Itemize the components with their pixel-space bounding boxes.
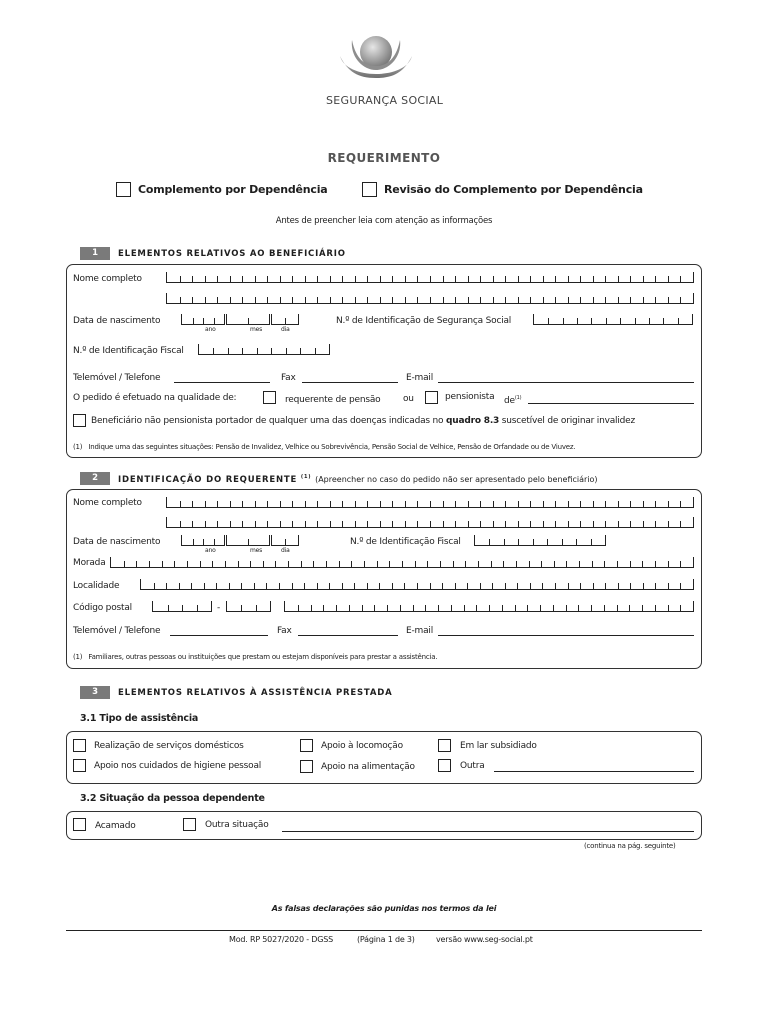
section-2-number: 2 <box>80 472 110 485</box>
acamado-label: Acamado <box>95 821 136 831</box>
modelo-text: Mod. RP 5027/2020 - DGSS <box>229 935 333 944</box>
req-nif-label: N.º de Identificação Fiscal <box>350 537 461 547</box>
nif-label: N.º de Identificação Fiscal <box>73 346 184 356</box>
outra-checkbox[interactable] <box>438 759 451 772</box>
pagina-text: (Página 1 de 3) <box>357 935 415 944</box>
niss-label: N.º de Identificação de Segurança Social <box>336 316 512 326</box>
logo-wordmark: SEGURANÇA SOCIAL <box>326 94 444 107</box>
outra-situacao-field[interactable] <box>282 831 694 832</box>
continua-text: (continua na pág. seguinte) <box>584 842 676 850</box>
section-1-footnote: (1) Indique uma das seguintes situações: Pensão de Invalidez, Velhice ou Sobrevivência, Pensão Social de Velhice, Pensão de Orfandade ou de Viuvez. <box>73 443 576 451</box>
req-nif-field[interactable] <box>474 535 606 546</box>
domesticos-label: Realização de serviços domésticos <box>94 741 244 751</box>
req-nome-field-2[interactable] <box>166 517 694 528</box>
beneficiario-checkbox[interactable] <box>73 414 86 427</box>
telemovel-field[interactable] <box>174 382 270 383</box>
fax-field[interactable] <box>302 382 398 383</box>
alimentacao-label: Apoio na alimentação <box>321 762 415 772</box>
localidade-label: Localidade <box>73 581 120 591</box>
req-ano-label: ano <box>205 547 216 554</box>
req-fax-label: Fax <box>277 626 292 636</box>
req-nome-label: Nome completo <box>73 498 142 508</box>
ano-label: ano <box>205 326 216 333</box>
pensionista-label: pensionista <box>445 392 495 402</box>
section-2-title: IDENTIFICAÇÃO DO REQUERENTE $^{(1)}$ (Apreencher no caso do pedido não ser apresentado pelo beneficiário) <box>118 474 598 485</box>
req-data-nascimento-label: Data de nascimento <box>73 537 161 547</box>
data-nasc-dia[interactable] <box>271 314 299 325</box>
email-label: E-mail <box>406 373 434 383</box>
morada-field[interactable] <box>110 557 694 568</box>
localidade-field[interactable] <box>140 579 694 590</box>
fax-label: Fax <box>281 373 296 383</box>
ou-label: ou <box>403 394 414 404</box>
form-title: REQUERIMENTO <box>327 151 441 165</box>
lar-subsidiado-label: Em lar subsidiado <box>460 741 537 751</box>
segurança-social-logo <box>336 30 416 90</box>
requerente-pensao-label: requerente de pensão <box>285 395 381 405</box>
codigo-postal-dash: - <box>217 603 221 613</box>
intro-text: Antes de preencher leia com atenção as informações <box>275 216 493 226</box>
locomocao-label: Apoio à locomoção <box>321 741 403 751</box>
email-field[interactable] <box>438 382 694 383</box>
telemovel-label: Telemóvel / Telefone <box>73 373 161 383</box>
codigo-postal-label: Código postal <box>73 603 132 613</box>
req-mes-label: mes <box>250 547 263 554</box>
section-3-number: 3 <box>80 686 110 699</box>
req-nome-field-1[interactable] <box>166 497 694 508</box>
nome-field-1[interactable] <box>166 272 694 283</box>
situacao-panel <box>66 811 702 840</box>
req-telemovel-label: Telemóvel / Telefone <box>73 626 161 636</box>
morada-label: Morada <box>73 558 106 568</box>
locomocao-checkbox[interactable] <box>300 739 313 752</box>
footer-divider <box>66 930 702 931</box>
req-data-nasc-dia[interactable] <box>271 535 299 546</box>
pensionista-checkbox[interactable] <box>425 391 438 404</box>
req-data-nasc-mes[interactable] <box>226 535 270 546</box>
data-nascimento-label: Data de nascimento <box>73 316 161 326</box>
section-1-title: ELEMENTOS RELATIVOS AO BENEFICIÁRIO <box>118 249 346 259</box>
codigo-postal-field-1[interactable] <box>152 601 212 612</box>
outra-label: Outra <box>460 761 485 771</box>
outra-field[interactable] <box>494 771 694 772</box>
outra-situacao-label: Outra situação <box>205 820 269 830</box>
de-label: $de^{(1)}$ <box>504 395 522 406</box>
section-3-title: ELEMENTOS RELATIVOS À ASSISTÊNCIA PRESTADA <box>118 688 393 698</box>
mes-label: mes <box>250 326 263 333</box>
higiene-label: Apoio nos cuidados de higiene pessoal <box>94 761 262 771</box>
data-nasc-mes[interactable] <box>226 314 270 325</box>
codigo-postal-field-2[interactable] <box>226 601 271 612</box>
falsas-declaracoes-text: As falsas declarações são punidas nos termos da lei <box>271 904 497 913</box>
tipo-assistencia-panel <box>66 731 702 784</box>
revisao-label: Revisão do Complemento por Dependência <box>384 183 643 196</box>
section-1-number: 1 <box>80 247 110 260</box>
section-2-footnote: (1) Familiares, outras pessoas ou instituições que prestam ou estejam disponíveis para prestar a assistência. <box>73 653 438 661</box>
codigo-postal-localidade-field[interactable] <box>284 601 694 612</box>
req-telemovel-field[interactable] <box>170 635 268 636</box>
revisao-checkbox[interactable] <box>362 182 377 197</box>
req-fax-field[interactable] <box>298 635 398 636</box>
situacao-heading: 3.2 Situação da pessoa dependente <box>80 793 265 804</box>
nome-field-2[interactable] <box>166 293 694 304</box>
versao-text: versão www.seg-social.pt <box>436 935 533 944</box>
domesticos-checkbox[interactable] <box>73 739 86 752</box>
higiene-checkbox[interactable] <box>73 759 86 772</box>
data-nasc-ano[interactable] <box>181 314 225 325</box>
lar-subsidiado-checkbox[interactable] <box>438 739 451 752</box>
beneficiario-label: Beneficiário não pensionista portador de qualquer uma das doenças indicadas no quadro 8.3 suscetível de originar invalidez <box>91 416 636 426</box>
pedido-label: O pedido é efetuado na qualidade de: <box>73 393 237 403</box>
req-data-nasc-ano[interactable] <box>181 535 225 546</box>
alimentacao-checkbox[interactable] <box>300 760 313 773</box>
niss-field[interactable] <box>533 314 693 325</box>
req-email-field[interactable] <box>438 635 694 636</box>
tipo-assistencia-heading: 3.1 Tipo de assistência <box>80 713 199 724</box>
req-email-label: E-mail <box>406 626 434 636</box>
acamado-checkbox[interactable] <box>73 818 86 831</box>
nome-label: Nome completo <box>73 274 142 284</box>
req-dia-label: dia <box>281 547 290 554</box>
dia-label: dia <box>281 326 290 333</box>
nif-field[interactable] <box>198 344 330 355</box>
outra-situacao-checkbox[interactable] <box>183 818 196 831</box>
complemento-label: Complemento por Dependência <box>138 183 328 196</box>
pensao-de-field[interactable] <box>528 403 694 404</box>
complemento-checkbox[interactable] <box>116 182 131 197</box>
requerente-pensao-checkbox[interactable] <box>263 391 276 404</box>
